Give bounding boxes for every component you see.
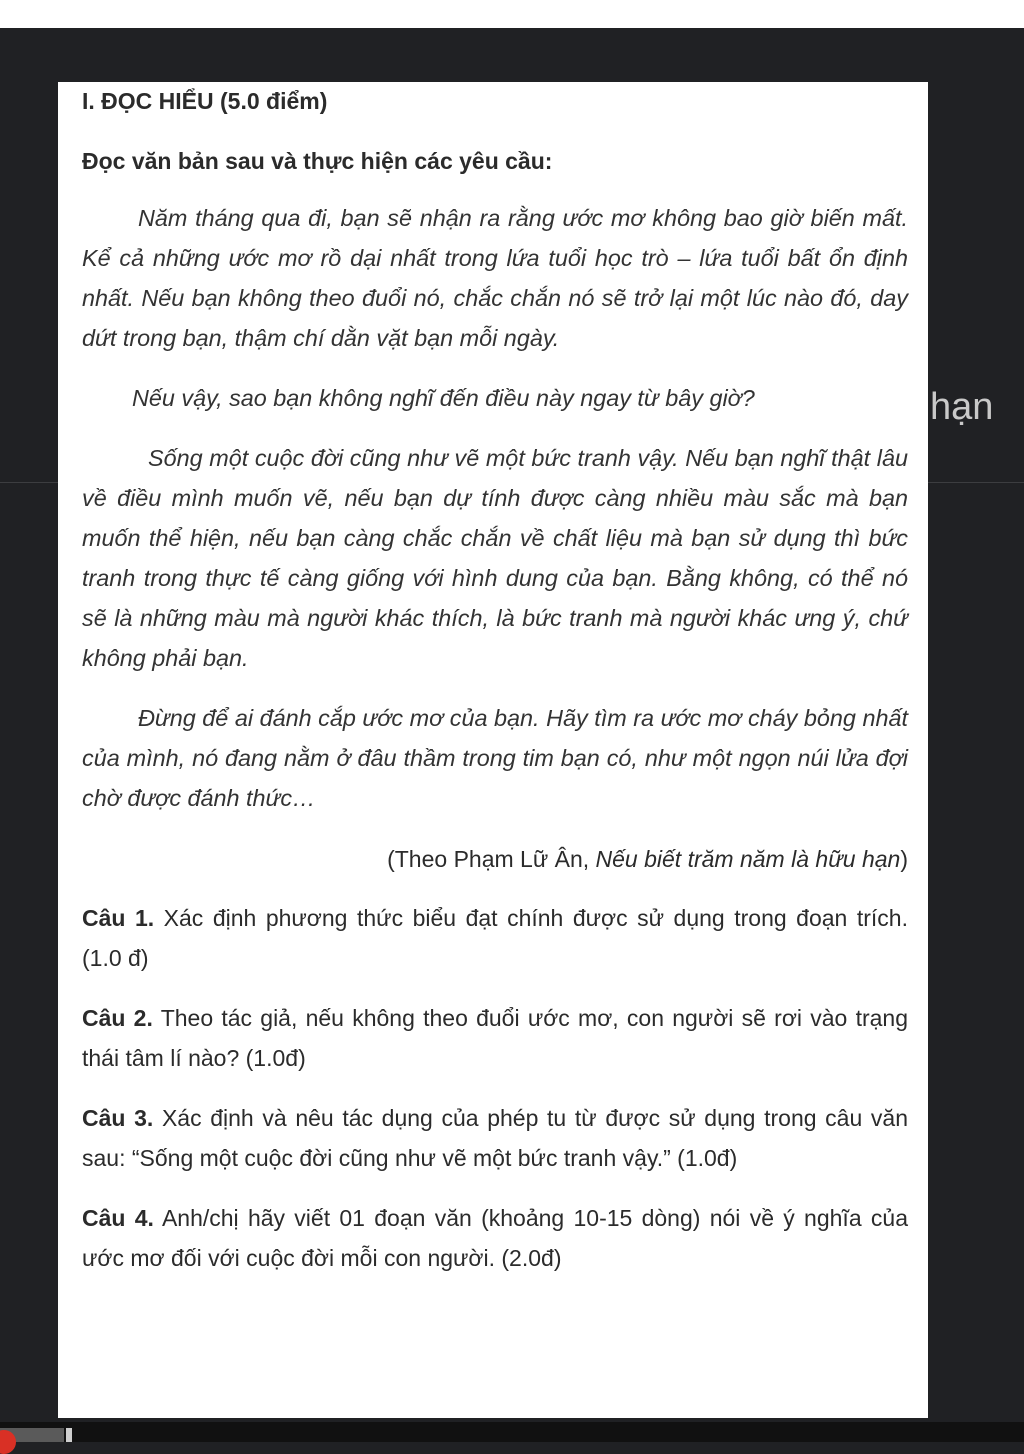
scrollbar-handle[interactable] xyxy=(66,1428,72,1442)
top-strip xyxy=(0,0,1024,28)
section-title: I. ĐỌC HIỂU (5.0 điểm) xyxy=(82,88,328,114)
source-open: (Theo Phạm Lữ Ân, xyxy=(387,846,596,872)
question-label: Câu 2. xyxy=(82,1005,153,1031)
passage-paragraph: Năm tháng qua đi, bạn sẽ nhận ra rằng ước mơ không bao giờ biến mất. Kể cả những ước mơ rồ dại nhất trong lứa tuổi học trò – lứa tuổi bất ổn định nhất. Nếu bạn không theo đuổi nó, chắc chắn nó sẽ trở lại một lúc nào đó, day dứt trong bạn, thậm chí dằn vặt bạn mỗi ngày. xyxy=(82,205,908,351)
question-1 xyxy=(82,898,908,978)
bottom-toolbar xyxy=(0,1422,1024,1442)
question-text: Xác định và nêu tác dụng của phép tu từ được sử dụng trong câu văn sau: “Sống một cuộc đời cũng như vẽ một bức tranh vậy.” (1.0đ) xyxy=(82,1105,909,1171)
instruction: Đọc văn bản sau và thực hiện các yêu cầu: xyxy=(82,148,553,174)
source-citation xyxy=(82,844,908,874)
question-text: Anh/chị hãy viết 01 đoạn văn (khoảng 10-15 dòng) nói về ý nghĩa của ước mơ đối với cuộc đời mỗi con người. (2.0đ) xyxy=(82,1205,908,1271)
document-page xyxy=(58,82,928,1418)
question-2 xyxy=(82,998,908,1078)
question-3 xyxy=(82,1098,908,1178)
question-label: Câu 3. xyxy=(82,1105,154,1131)
question-text: Xác định phương thức biểu đạt chính được sử dụng trong đoạn trích. (1.0 đ) xyxy=(82,905,908,971)
passage-paragraph: Sống một cuộc đời cũng như vẽ một bức tranh vậy. Nếu bạn nghĩ thật lâu về điều mình muốn vẽ, nếu bạn dự tính được càng nhiều màu sắc mà bạn muốn thể hiện, nếu bạn càng chắc chắn về chất liệu mà bạn sử dụng thì bức tranh trong thực tế càng giống với hình dung của bạn. Bằng không, có thể nó sẽ là những màu mà người khác thích, là bức tranh mà người khác ưng ý, chứ không phải bạn. xyxy=(82,445,908,671)
passage-paragraph: Đừng để ai đánh cắp ước mơ của bạn. Hãy tìm ra ước mơ cháy bỏng nhất của mình, nó đang nằm ở đâu thầm trong tim bạn có, như một ngọn núi lửa đợi chờ được đánh thức… xyxy=(82,705,908,811)
background-partial-text: hạn xyxy=(930,386,994,428)
source-close: ) xyxy=(900,846,908,872)
passage-paragraph: Nếu vậy, sao bạn không nghĩ đến điều này ngay từ bây giờ? xyxy=(132,385,755,411)
source-title: Nếu biết trăm năm là hữu hạn xyxy=(595,846,901,872)
question-text: Theo tác giả, nếu không theo đuổi ước mơ, con người sẽ rơi vào trạng thái tâm lí nào? (1.0đ) xyxy=(82,1005,908,1071)
question-label: Câu 1. xyxy=(82,905,155,931)
question-4 xyxy=(82,1198,908,1278)
question-label: Câu 4. xyxy=(82,1205,154,1231)
